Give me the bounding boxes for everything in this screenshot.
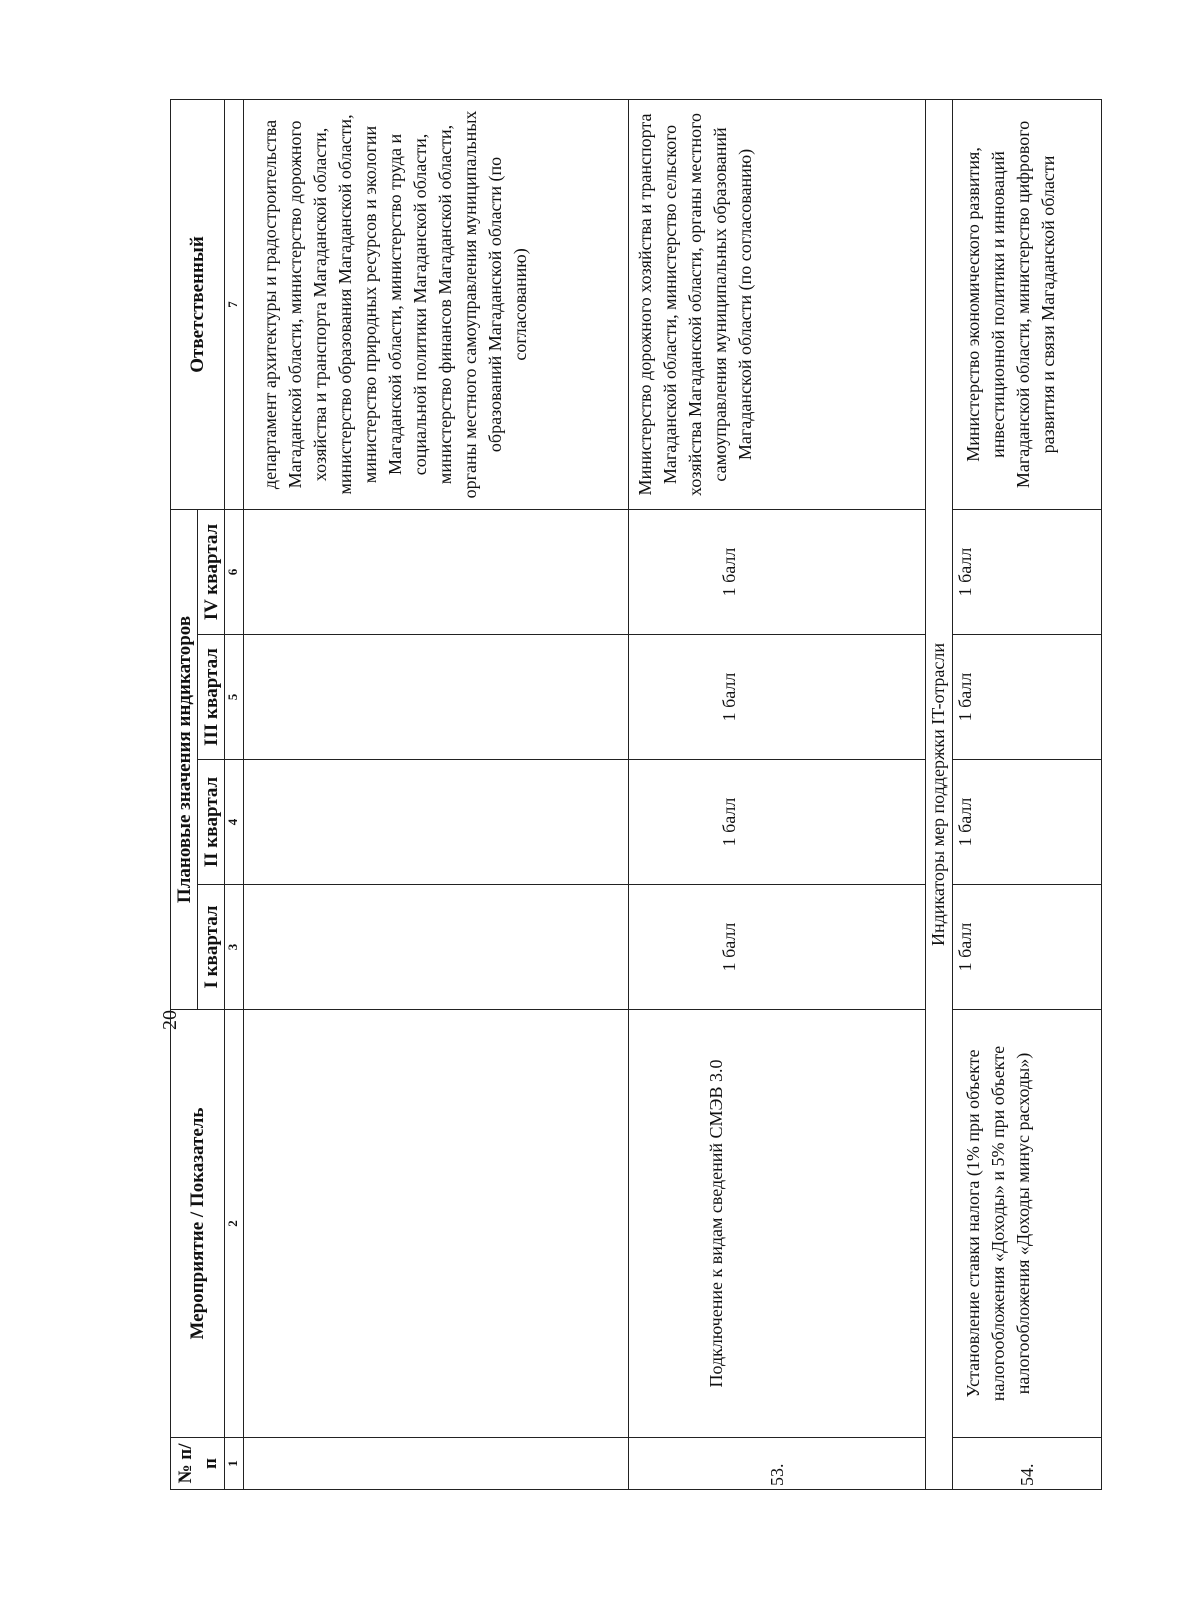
col-number: 3	[225, 885, 244, 1010]
section-title: Индикаторы мер поддержки IT-отрасли	[926, 99, 953, 1489]
indicators-table	[170, 99, 1102, 1490]
row-number: 54.	[953, 1438, 1102, 1490]
col-number: 6	[225, 509, 244, 634]
column-number-row	[225, 99, 244, 1489]
header-num: № п/п	[171, 1438, 225, 1490]
row-q3: 1 балл	[953, 635, 1102, 760]
header-q4: IV квартал	[198, 509, 225, 634]
row-number	[244, 1438, 629, 1490]
row-q3: 1 балл	[629, 635, 926, 760]
col-number: 5	[225, 635, 244, 760]
row-q1: 1 балл	[629, 885, 926, 1010]
row-event: Подключение к видам сведений СМЭВ 3.0	[629, 1010, 926, 1438]
row-responsible: департамент архитектуры и градостроительства Магаданской области, министерство дорожного хозяйства и транспорта Магаданской области, министерство образования Магаданской области, министерство природных ресурсов и экологии Магаданской области, министерство труда и социальной политики Магаданской области, министерство финансов Магаданской области, органы местного самоуправления муниципальных образований Магаданской области (по согласованию)	[244, 99, 629, 509]
row-event	[244, 1010, 629, 1438]
col-number: 4	[225, 760, 244, 885]
header-q1: I квартал	[198, 885, 225, 1010]
row-q4: 1 балл	[953, 509, 1102, 634]
row-q2	[244, 760, 629, 885]
table-row	[953, 99, 1102, 1489]
col-number: 2	[225, 1010, 244, 1438]
table-row	[629, 99, 926, 1489]
section-row	[926, 99, 953, 1489]
header-planned-values: Плановые значения индикаторов	[171, 509, 198, 1009]
row-q4	[244, 509, 629, 634]
row-q4: 1 балл	[629, 509, 926, 634]
page-number: 20	[159, 1010, 181, 1030]
header-q3: III квартал	[198, 635, 225, 760]
row-number: 53.	[629, 1438, 926, 1490]
header-responsible: Ответственный	[171, 99, 225, 509]
header-event: Мероприятие / Показатель	[171, 1010, 225, 1438]
rotated-table-container	[170, 100, 1058, 1490]
row-q1	[244, 885, 629, 1010]
row-responsible: Министерство экономического развития, инвестиционной политики и инноваций Магаданской области, министерство цифрового развития и связи Магаданской области	[953, 99, 1102, 509]
header-row-1	[171, 99, 198, 1489]
row-q3	[244, 635, 629, 760]
row-q2: 1 балл	[953, 760, 1102, 885]
table-row	[244, 99, 629, 1489]
row-event: Установление ставки налога (1% при объекте налогообложения «Доходы» и 5% при объекте налогообложения «Доходы минус расходы»)	[953, 1010, 1102, 1438]
row-q1: 1 балл	[953, 885, 1102, 1010]
row-q2: 1 балл	[629, 760, 926, 885]
row-responsible: Министерство дорожного хозяйства и транспорта Магаданской области, министерство сельского хозяйства Магаданской области, органы местного самоуправления муниципальных образований Магаданской области (по согласованию)	[629, 99, 926, 509]
col-number: 7	[225, 99, 244, 509]
header-q2: II квартал	[198, 760, 225, 885]
col-number: 1	[225, 1438, 244, 1490]
